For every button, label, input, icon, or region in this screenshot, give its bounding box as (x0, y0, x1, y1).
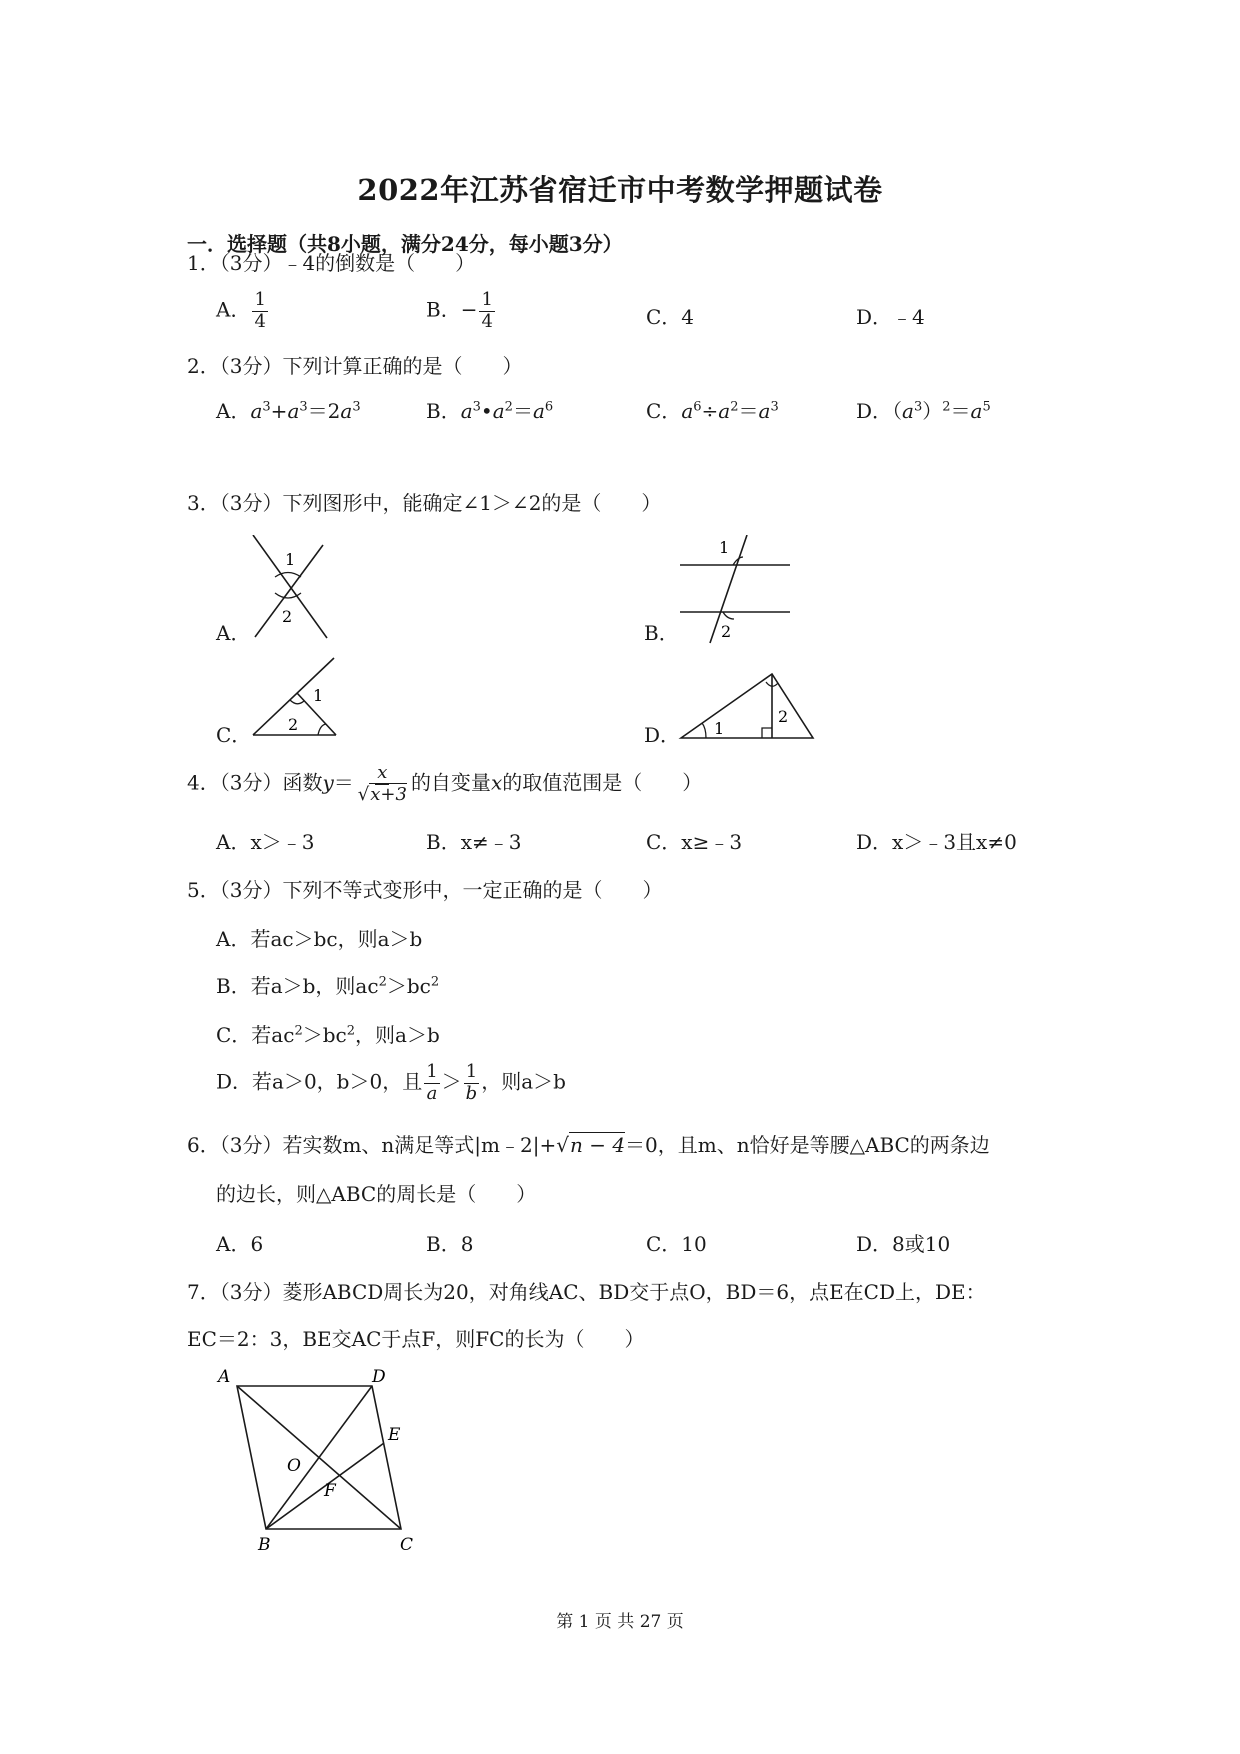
q3a-angle-2-label: 2 (282, 607, 293, 626)
q1-option-a: A． $\frac{1}{4}$ (216, 289, 266, 332)
q3-figure-d (678, 670, 818, 742)
q5-option-d: D．若a＞0，b＞0，且 $\frac{1}{a}$ ＞ $\frac{1}{b}$ ，则a＞b (216, 1061, 566, 1104)
q3-option-b: B． (644, 621, 679, 645)
q7-point-d: D (372, 1368, 386, 1387)
q3a-angle-1-label: 1 (285, 550, 296, 569)
q2-option-b: B．$a^3•a^2=a^6$ (426, 399, 554, 423)
question-7-line-2: EC＝2：3，BE交AC于点F，则FC的长为（ ） (187, 1327, 645, 1351)
q2-option-c: C．$a^6\div a^2=a^3$ (646, 399, 779, 423)
q7-rhombus-figure (210, 1368, 430, 1554)
q7-point-a: A (218, 1368, 231, 1387)
question-1-stem: 1．（3分）﹣4的倒数是（ ） (187, 251, 476, 275)
q3-option-d: D． (644, 723, 681, 747)
section-heading: 一．选择题（共8小题，满分24分，每小题3分） (187, 232, 623, 256)
question-4-stem: 4．（3分）函数y＝ $\frac{x}{√x+3}$ 的自变量x的取值范围是（ ） (187, 762, 703, 805)
q2-option-a: A．$a^3+a^3=2a^3$ (216, 399, 361, 423)
q7-point-o: O (287, 1456, 301, 1476)
q3-figure-b (675, 535, 795, 645)
q4-option-b: B．x≠﹣3 (426, 830, 522, 854)
question-5-stem: 5．（3分）下列不等式变形中，一定正确的是（ ） (187, 878, 663, 902)
question-1-options (216, 290, 1056, 330)
q3-figure-c (250, 655, 340, 739)
question-3-stem: 3．（3分）下列图形中，能确定∠1＞∠2的是（ ） (187, 491, 662, 515)
q6-option-c: C．10 (646, 1232, 707, 1256)
q7-point-c: C (400, 1535, 414, 1554)
q4-option-d: D．x＞﹣3且x≠0 (856, 830, 1017, 854)
question-7-line-1: 7．（3分）菱形ABCD周长为20，对角线AC、BD交于点O，BD＝6，点E在CD上，DE： (187, 1280, 986, 1304)
page-title: 2022年江苏省宿迁市中考数学押题试卷 (357, 173, 883, 207)
q7-point-e: E (388, 1425, 401, 1445)
q6-option-a: A．6 (216, 1232, 264, 1256)
page-footer: 第 1 页 共 27 页 (556, 1612, 684, 1632)
question-6-options (216, 1228, 1056, 1268)
q1-option-b: B．− $\frac{1}{4}$ (426, 289, 493, 332)
q3-option-a: A． (216, 621, 251, 645)
q1-option-c: C．4 (646, 305, 695, 329)
q3b-angle-2-label: 2 (721, 622, 732, 641)
q3b-angle-1-label: 1 (719, 538, 730, 557)
q6-option-d: D．8或10 (856, 1232, 951, 1256)
q3-figure-a (245, 535, 335, 640)
question-6-line-1: 6．（3分）若实数m、n满足等式|m﹣2|+√n − 4＝0，且m、n恰好是等腰△ABC的两条边 (187, 1133, 990, 1157)
q1-option-d: D．﹣4 (856, 305, 925, 329)
q3-option-c: C． (216, 723, 252, 747)
q3d-angle-2-label: 2 (778, 707, 789, 726)
q4-option-c: C．x≥﹣3 (646, 830, 743, 854)
q3c-angle-2-label: 2 (288, 715, 299, 734)
q4-option-a: A．x＞﹣3 (216, 830, 315, 854)
q2-option-d: D．$(a^3)^2=a^5$ (856, 399, 991, 423)
question-2-stem: 2．（3分）下列计算正确的是（ ） (187, 354, 523, 378)
q5-option-c: C．若$ac^2>bc^2$，则a＞b (216, 1023, 440, 1047)
question-2-options (216, 395, 1056, 435)
question-6-line-2: 的边长，则△ABC的周长是（ ） (216, 1182, 537, 1206)
q6-option-b: B．8 (426, 1232, 474, 1256)
question-4-options (216, 826, 1056, 866)
q5-option-b: B．若a＞b，则$ac^2>bc^2$ (216, 974, 440, 998)
q3d-angle-1-label: 1 (714, 719, 725, 738)
q5-option-a: A．若ac＞bc，则a＞b (216, 927, 423, 951)
q3c-angle-1-label: 1 (313, 686, 324, 705)
q7-point-f: F (324, 1481, 336, 1501)
q7-point-b: B (258, 1535, 271, 1554)
